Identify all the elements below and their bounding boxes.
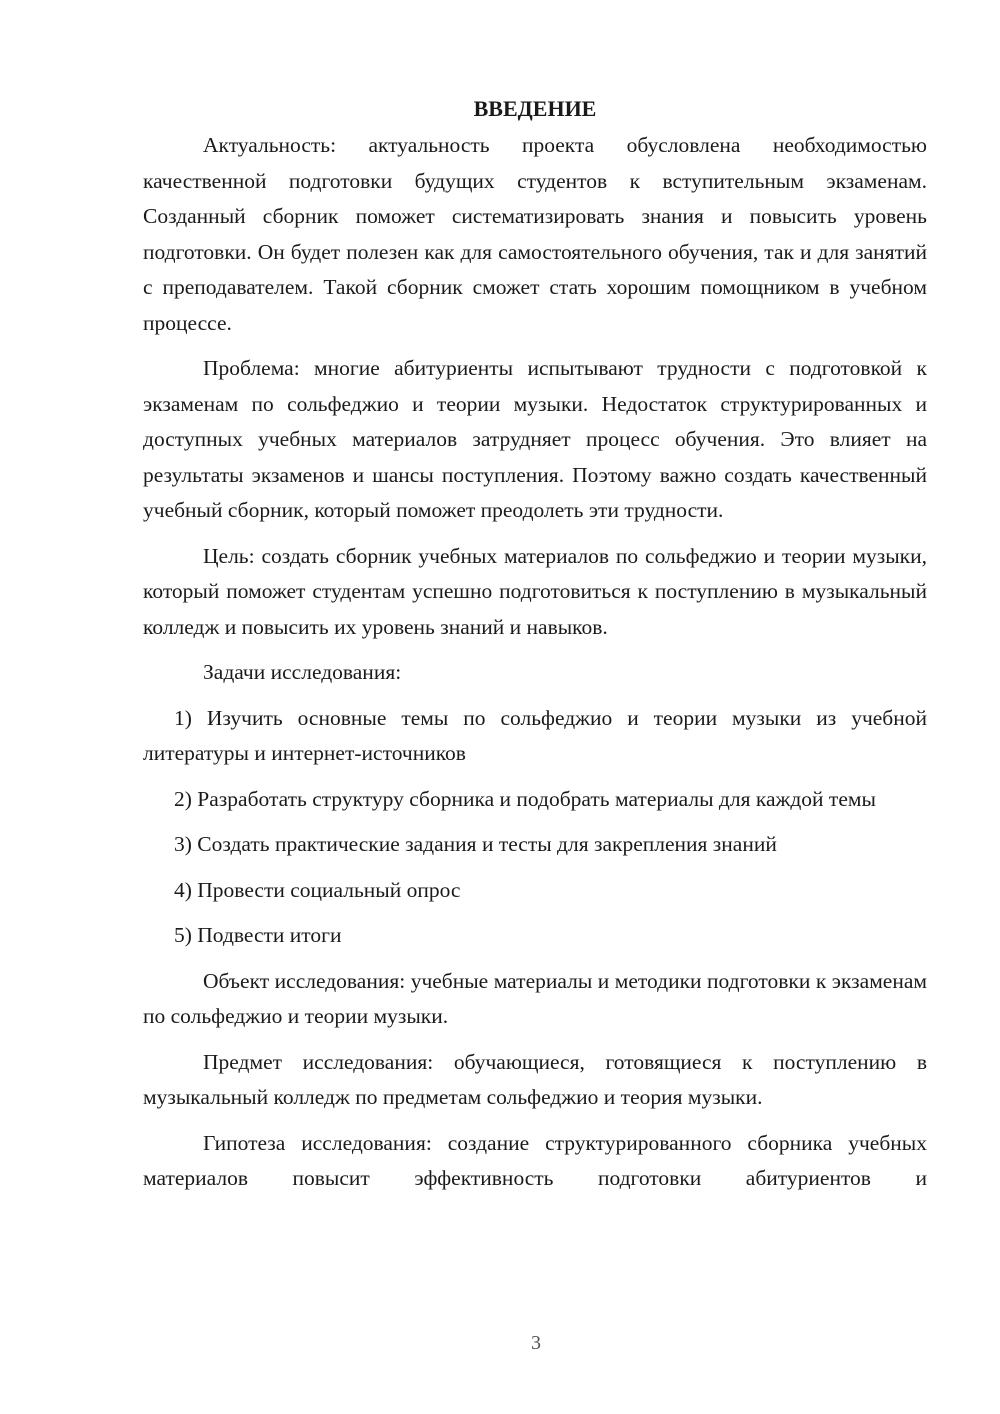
paragraph-object: Объект исследования: учебные материалы и методики подготовки к экзаменам по сольфеджио и теории музыки. [143, 968, 927, 1028]
task-item-5: 5) Подвести итоги [174, 923, 342, 947]
paragraph-tasks-heading: Задачи исследования: [203, 660, 402, 684]
task-item-4: 4) Провести социальный опрос [174, 877, 461, 902]
page-title: ВВЕДЕНИЕ [473, 96, 597, 121]
page-number: 3 [531, 1332, 541, 1354]
document-page [143, 92, 927, 1207]
paragraph-goal: Цель: создать сборник учебных материалов по сольфеджио и теории музыки, который поможет студентам успешно подготовиться к поступлению в музыкальный колледж и повысить их уровень знаний и навыков. [143, 543, 927, 639]
task-item-3: 3) Создать практические задания и тесты для закрепления знаний [174, 832, 777, 856]
task-item-2: 2) Разработать структуру сборника и подобрать материалы для каждой темы [174, 786, 876, 811]
task-item-1: 1) Изучить основные темы по сольфеджио и теории музыки из учебной литературы и интернет-источников [143, 705, 927, 765]
paragraph-hypothesis: Гипотеза исследования: создание структурированного сборника учебных материалов повысит эффективность подготовки абитуриентов и [143, 1130, 927, 1190]
paragraph-subject: Предмет исследования: обучающиеся, готовящиеся к поступлению в музыкальный колледж по предметам сольфеджио и теория музыки. [143, 1049, 927, 1109]
paragraph-problem: Проблема: многие абитуриенты испытывают трудности с подготовкой к экзаменам по сольфеджио и теории музыки. Недостаток структурированных и доступных учебных материалов затрудняет процесс обучения. Это влияет на результаты экзаменов и шансы поступления. Поэтому важно создать качественный учебный сборник, который поможет преодолеть эти трудности. [143, 356, 927, 522]
paragraph-relevance: Актуальность: актуальность проекта обусловлена необходимостью качественной подготовки будущих студентов к вступительным экзаменам. Созданный сборник поможет систематизировать знания и повысить уровень подготовки. Он будет полезен как для самостоятельного обучения, так и для занятий с преподавателем. Такой сборник сможет стать хорошим помощником в учебном процессе. [143, 133, 927, 335]
